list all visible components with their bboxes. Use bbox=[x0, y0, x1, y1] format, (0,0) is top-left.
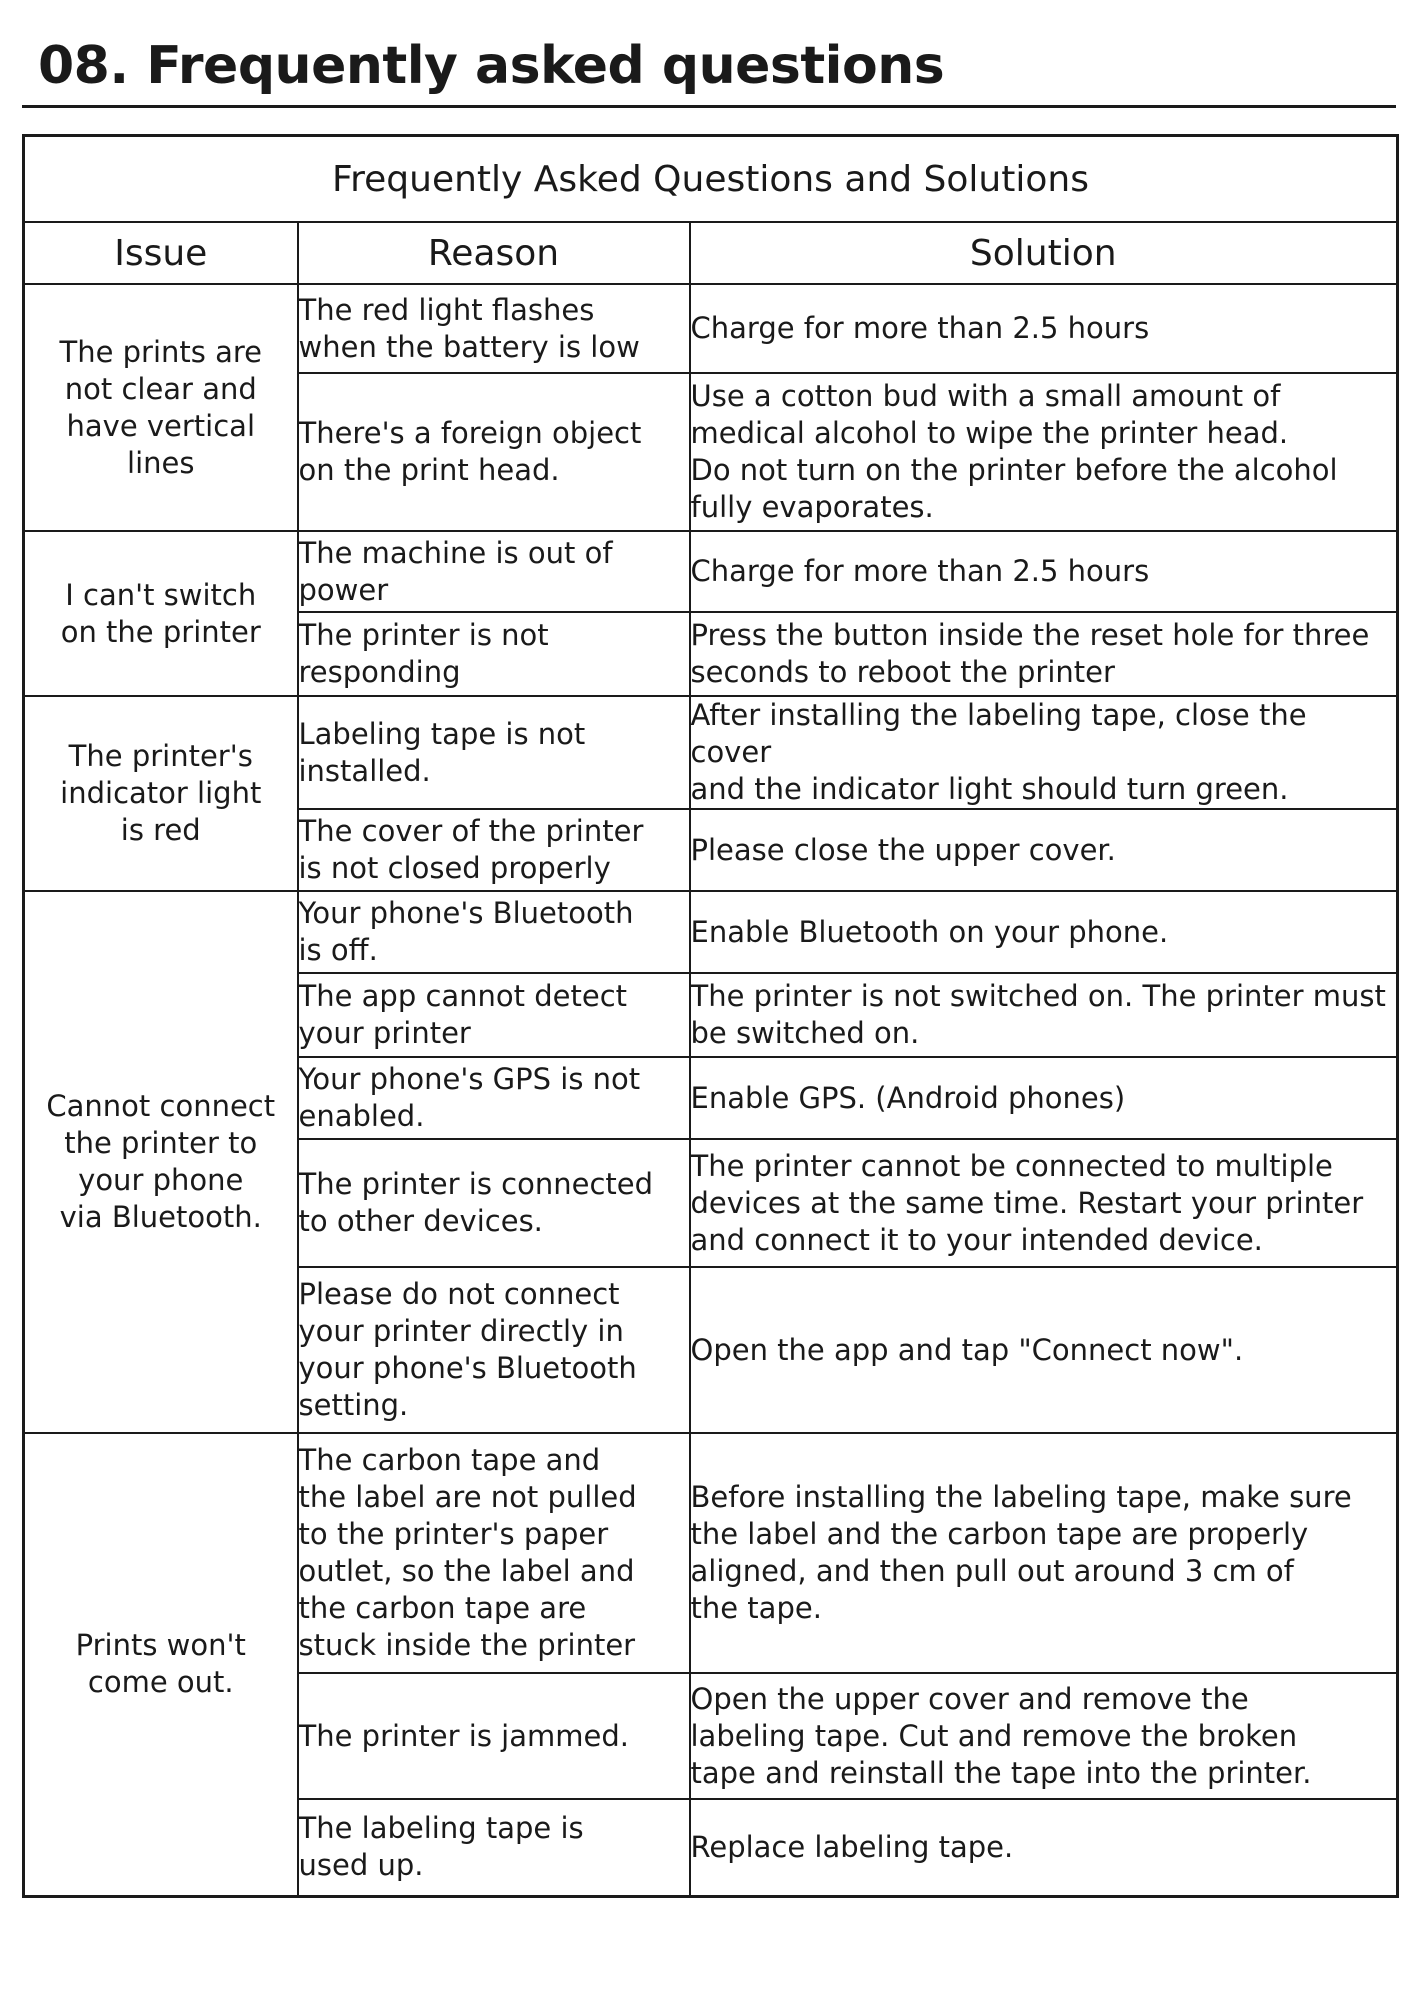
title-underline bbox=[22, 105, 1396, 108]
reason-cell: The red light flashes when the battery is low bbox=[298, 284, 690, 373]
reason-cell: The machine is out of power bbox=[298, 531, 690, 612]
reason-cell: Your phone's GPS is not enabled. bbox=[298, 1057, 690, 1139]
solution-cell: Open the app and tap "Connect now". bbox=[690, 1267, 1398, 1433]
table-row bbox=[24, 531, 1398, 612]
solution-cell: After installing the labeling tape, close the cover and the indicator light should turn green. bbox=[690, 696, 1398, 809]
reason-cell: There's a foreign object on the print head. bbox=[298, 373, 690, 531]
solution-cell: Use a cotton bud with a small amount of medical alcohol to wipe the printer head. Do not turn on the printer before the alcohol fully evaporates. bbox=[690, 373, 1398, 531]
solution-cell: Replace labeling tape. bbox=[690, 1799, 1398, 1896]
issue-cell: Prints won't come out. bbox=[24, 1433, 298, 1896]
solution-cell: Charge for more than 2.5 hours bbox=[690, 284, 1398, 373]
table-row bbox=[24, 891, 1398, 973]
issue-cell: Cannot connect the printer to your phone via Bluetooth. bbox=[24, 891, 298, 1433]
solution-cell: The printer cannot be connected to multiple devices at the same time. Restart your printer and connect it to your intended device. bbox=[690, 1139, 1398, 1267]
reason-cell: The labeling tape is used up. bbox=[298, 1799, 690, 1896]
reason-cell: The app cannot detect your printer bbox=[298, 973, 690, 1057]
table-header-row bbox=[24, 222, 1398, 284]
reason-cell: The printer is jammed. bbox=[298, 1673, 690, 1799]
solution-cell: The printer is not switched on. The printer must be switched on. bbox=[690, 973, 1398, 1057]
reason-cell: Please do not connect your printer directly in your phone's Bluetooth setting. bbox=[298, 1267, 690, 1433]
faq-table bbox=[22, 134, 1399, 1898]
issue-cell: I can't switch on the printer bbox=[24, 531, 298, 696]
header-issue: Issue bbox=[24, 222, 298, 284]
solution-cell: Please close the upper cover. bbox=[690, 809, 1398, 891]
solution-cell: Enable GPS. (Android phones) bbox=[690, 1057, 1398, 1139]
page-title: 08. Frequently asked questions bbox=[38, 36, 945, 96]
issue-cell: The printer's indicator light is red bbox=[24, 696, 298, 891]
table-caption: Frequently Asked Questions and Solutions bbox=[24, 136, 1398, 223]
table-caption-row bbox=[24, 136, 1398, 223]
reason-cell: The carbon tape and the label are not pulled to the printer's paper outlet, so the label and the carbon tape are stuck inside the printer bbox=[298, 1433, 690, 1673]
table-row bbox=[24, 1433, 1398, 1673]
reason-cell: Your phone's Bluetooth is off. bbox=[298, 891, 690, 973]
table-row bbox=[24, 284, 1398, 373]
header-reason: Reason bbox=[298, 222, 690, 284]
reason-cell: The printer is connected to other devices. bbox=[298, 1139, 690, 1267]
solution-cell: Enable Bluetooth on your phone. bbox=[690, 891, 1398, 973]
solution-cell: Press the button inside the reset hole for three seconds to reboot the printer bbox=[690, 612, 1398, 696]
reason-cell: The cover of the printer is not closed properly bbox=[298, 809, 690, 891]
issue-cell: The prints are not clear and have vertical lines bbox=[24, 284, 298, 531]
solution-cell: Open the upper cover and remove the labeling tape. Cut and remove the broken tape and reinstall the tape into the printer. bbox=[690, 1673, 1398, 1799]
table-row bbox=[24, 696, 1398, 809]
header-solution: Solution bbox=[690, 222, 1398, 284]
reason-cell: Labeling tape is not installed. bbox=[298, 696, 690, 809]
reason-cell: The printer is not responding bbox=[298, 612, 690, 696]
solution-cell: Before installing the labeling tape, make sure the label and the carbon tape are properly aligned, and then pull out around 3 cm of the tape. bbox=[690, 1433, 1398, 1673]
solution-cell: Charge for more than 2.5 hours bbox=[690, 531, 1398, 612]
